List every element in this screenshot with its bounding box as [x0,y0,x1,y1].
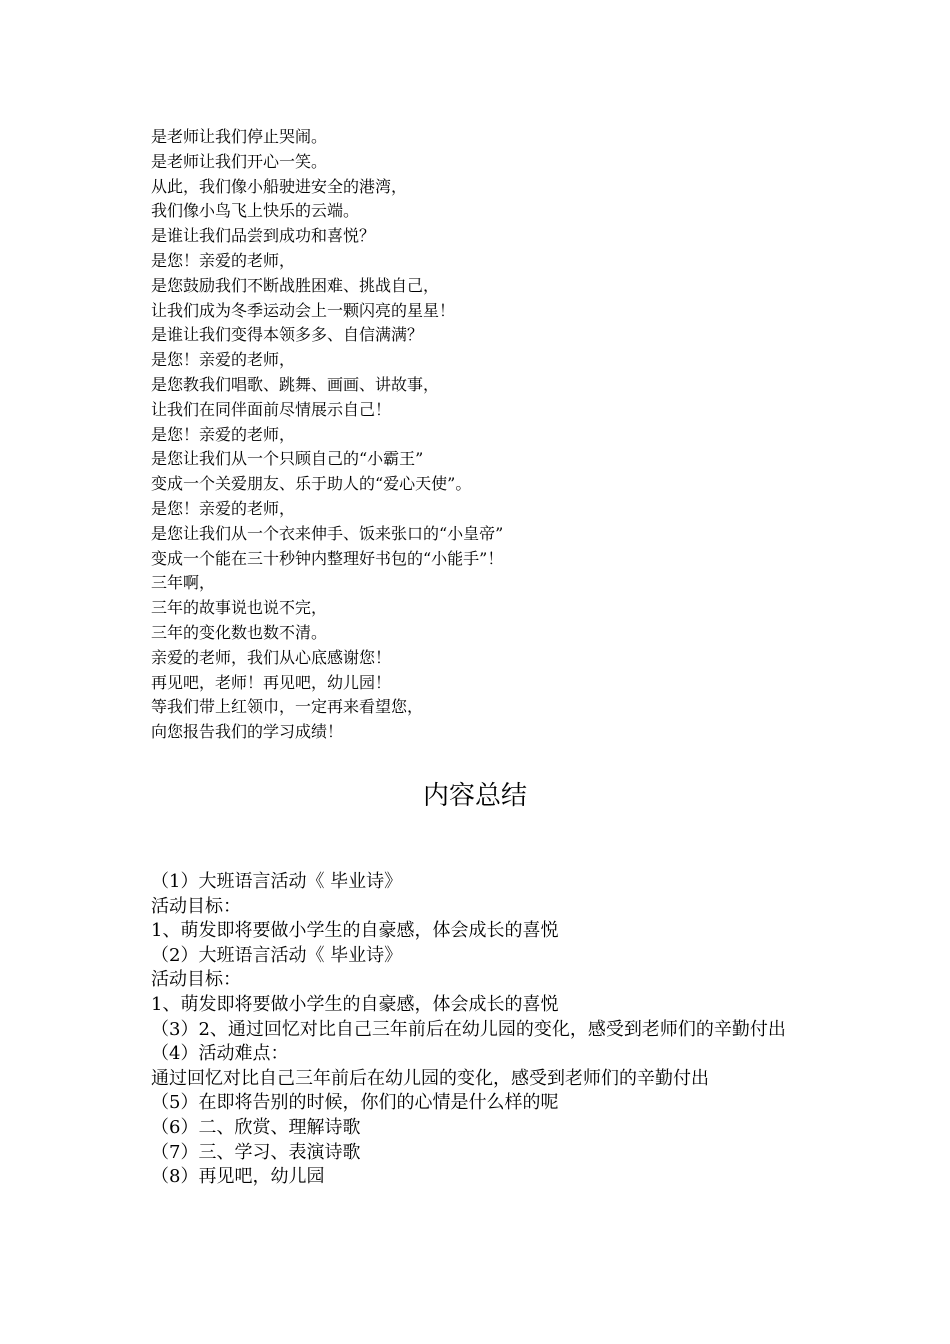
poem-line: 是您鼓励我们不断战胜困难、挑战自己， [151,275,440,295]
poem-line: 等我们带上红领巾，一定再来看望您， [151,697,424,717]
summary-title: 内容总结 [422,781,527,811]
poem-line: 让我们成为冬季运动会上一颗闪亮的星星！ [151,300,456,320]
poem-line: 从此，我们像小船驶进安全的港湾， [151,176,408,196]
poem-line: 是您！亲爱的老师， [151,250,296,270]
poem-text [151,125,851,745]
summary-line: （6）二、欣赏、理解诗歌 [151,1116,361,1138]
poem-line: 三年的变化数也数不清。 [151,622,328,642]
summary-line: （7）三、学习、表演诗歌 [151,1141,361,1163]
summary-line: 1、萌发即将要做小学生的自豪感，体会成长的喜悦 [151,993,559,1015]
poem-line: 让我们在同伴面前尽情展示自己！ [151,399,392,419]
poem-line: 是您让我们从一个只顾自己的“小霸王” [151,449,424,469]
summary-line: （3）2、通过回忆对比自己三年前后在幼儿园的变化，感受到老师们的辛勤付出 [151,1018,786,1040]
poem-line: 是谁让我们变得本领多多、自信满满？ [151,325,424,345]
poem-line: 变成一个关爱朋友、乐于助人的“爱心天使”。 [151,474,472,494]
poem-line: 是谁让我们品尝到成功和喜悦？ [151,226,376,246]
poem-line: 是您教我们唱歌、跳舞、画画、讲故事， [151,374,440,394]
poem-line: 再见吧，老师！再见吧，幼儿园！ [151,672,392,692]
poem-line: 是老师让我们停止哭闹。 [151,127,328,146]
poem-line: 向您报告我们的学习成绩！ [151,722,344,742]
summary-list [151,870,811,1190]
poem-line: 三年的故事说也说不完， [151,598,328,618]
poem-line: 是您让我们从一个衣来伸手、饭来张口的“小皇帝” [151,523,504,543]
summary-line: 活动目标： [151,895,241,917]
summary-line: （1）大班语言活动《 毕业诗》 [151,871,403,892]
poem-line: 我们像小鸟飞上快乐的云端。 [151,201,360,221]
summary-line: （8）再见吧，幼儿园 [151,1166,325,1188]
poem-line: 是您！亲爱的老师， [151,424,296,444]
summary-line: （5）在即将告别的时候，你们的心情是什么样的呢 [151,1092,559,1114]
summary-line: 活动目标： [151,969,241,991]
poem-line: 亲爱的老师，我们从心底感谢您！ [151,647,392,667]
summary-line: 通过回忆对比自己三年前后在幼儿园的变化，感受到老师们的辛勤付出 [151,1067,709,1089]
poem-line: 三年啊， [151,573,216,593]
summary-line: （2）大班语言活动《 毕业诗》 [151,944,403,966]
poem-line: 是您！亲爱的老师， [151,498,296,518]
summary-line: （4）活动难点： [151,1043,289,1065]
summary-line: 1、萌发即将要做小学生的自豪感，体会成长的喜悦 [151,920,559,942]
poem-line: 变成一个能在三十秒钟内整理好书包的“小能手”！ [151,548,504,568]
poem-line: 是老师让我们开心一笑。 [151,151,328,171]
poem-line: 是您！亲爱的老师， [151,350,296,370]
